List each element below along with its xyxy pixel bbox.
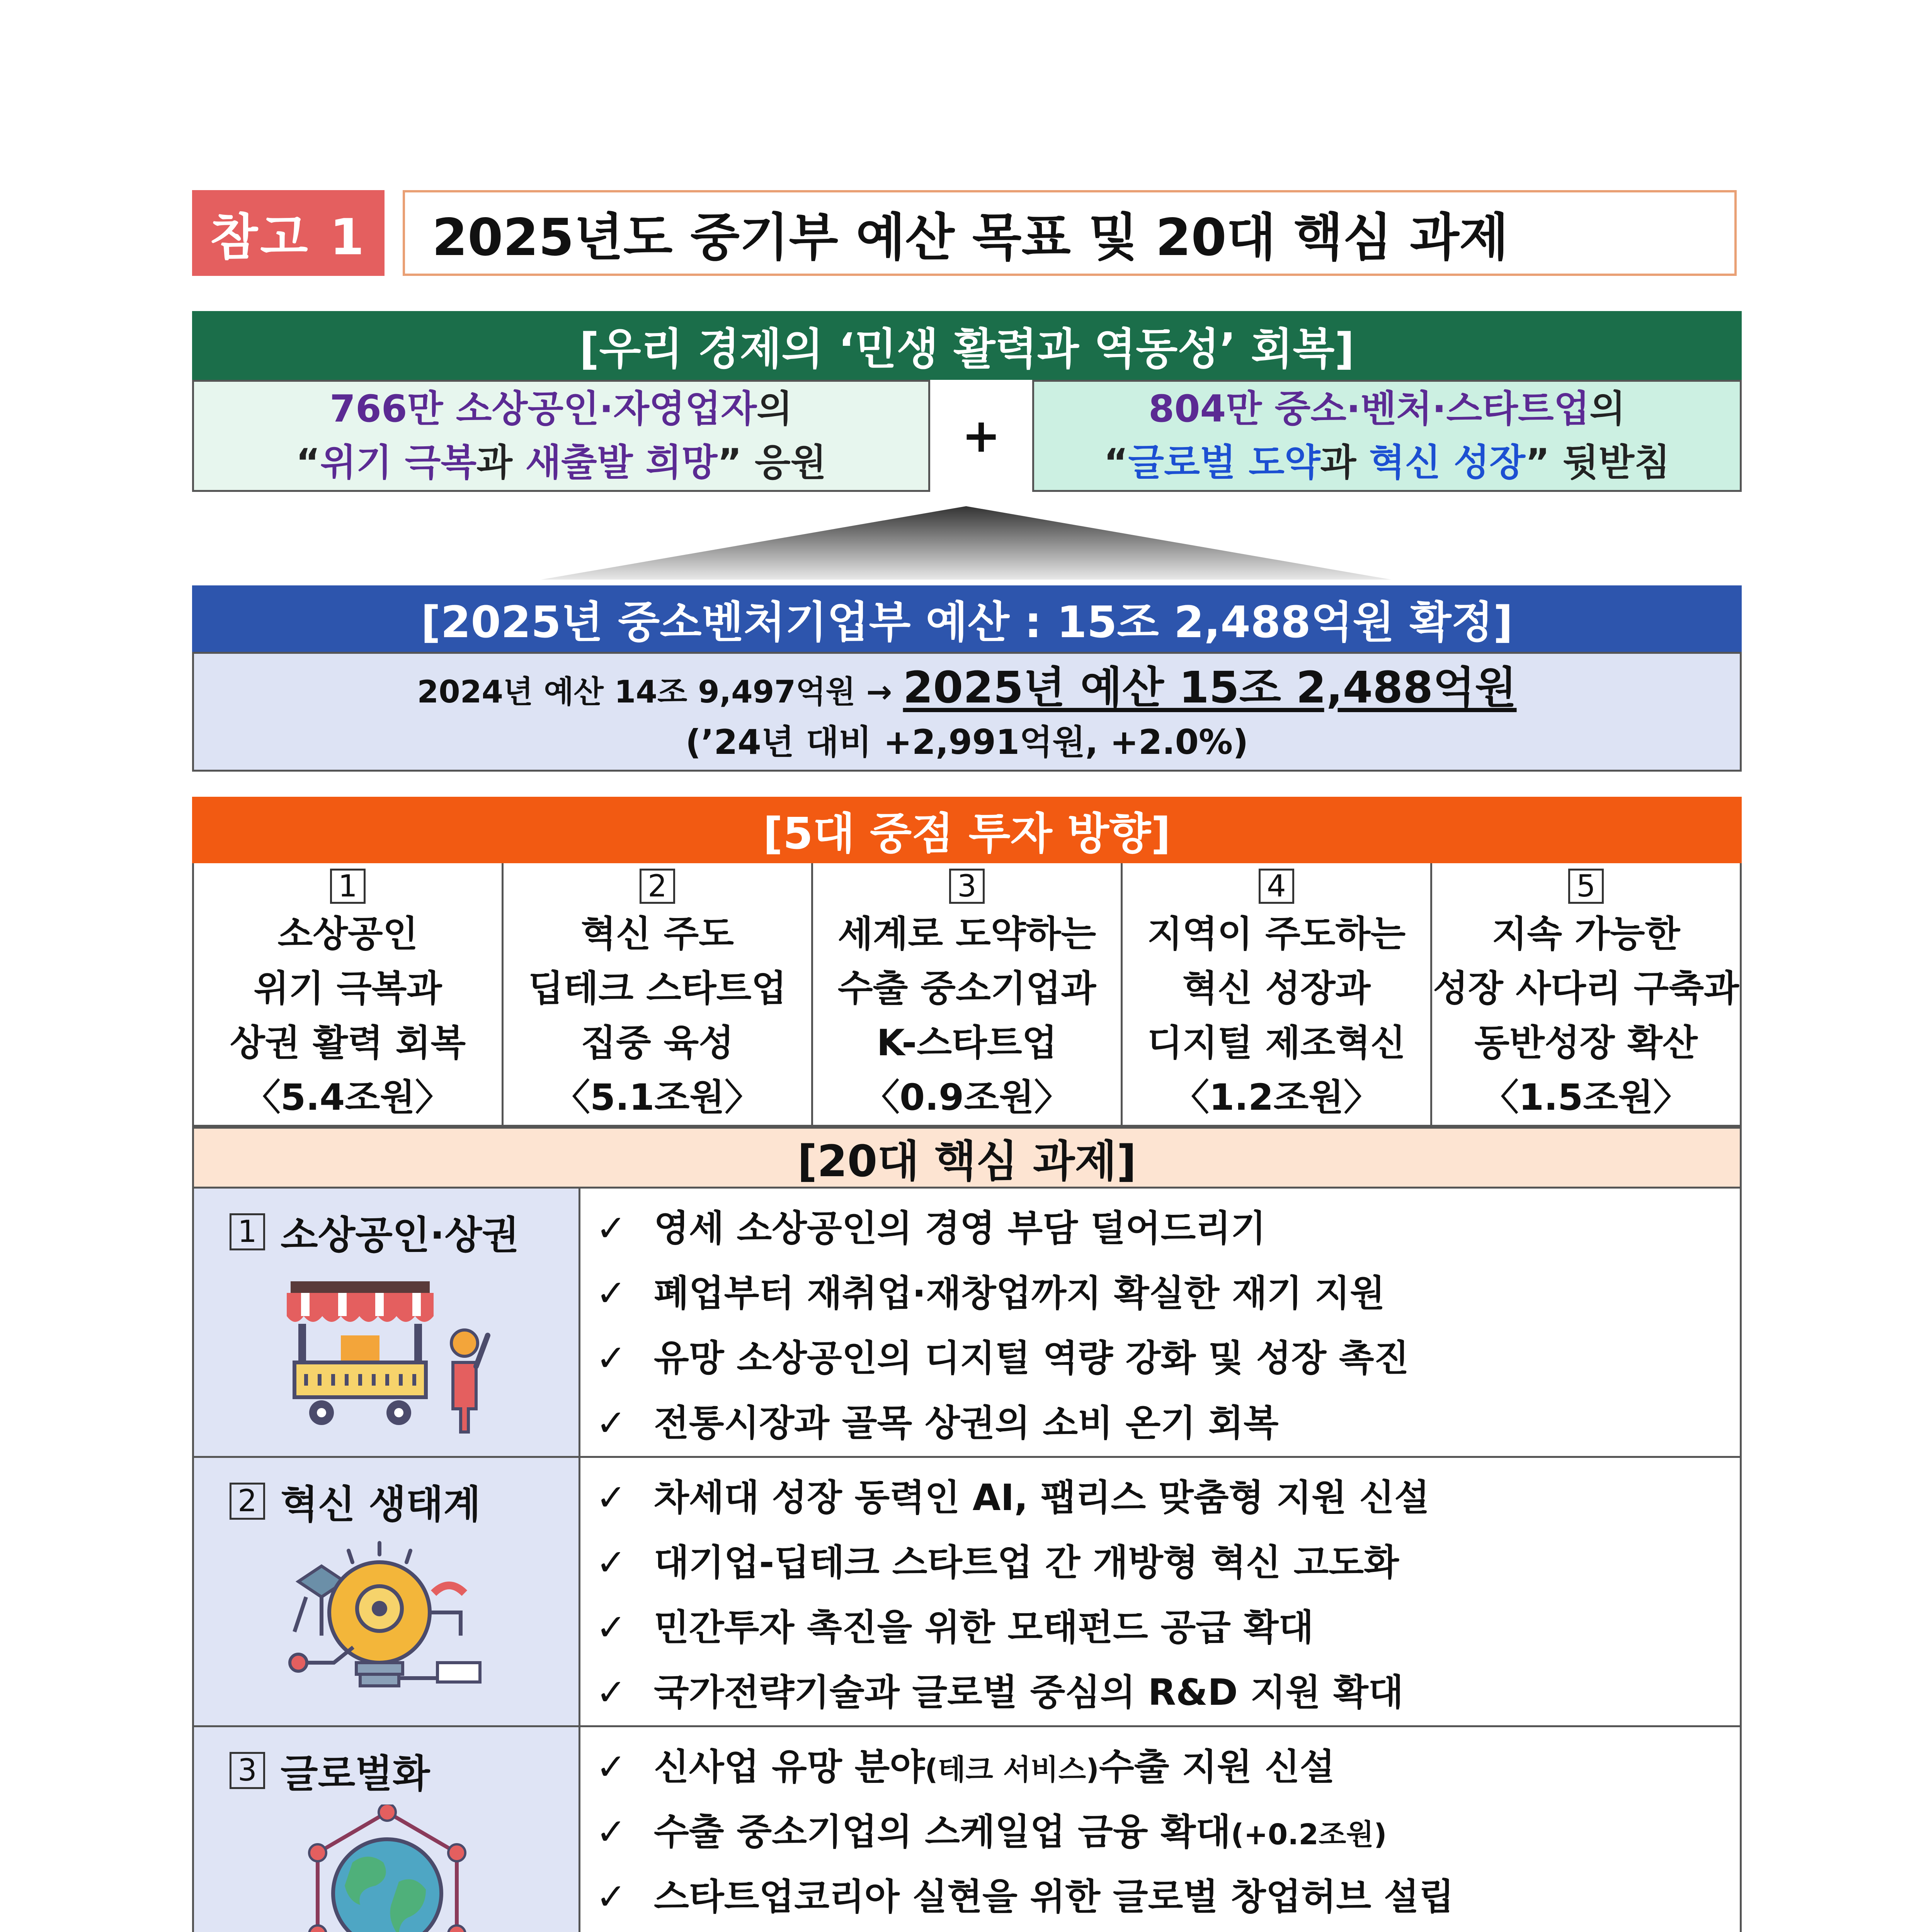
task-list [580,1189,1740,1456]
direction-number: 5 [1568,869,1604,904]
direction-number: 3 [949,869,985,904]
task-group [192,1189,1742,1458]
goal-right-line1: 804만 중소·벤처·스타트업의 [1148,387,1626,430]
direction-line: 지역이 주도하는 [1147,913,1406,955]
budget-comparison [417,658,1516,718]
check-icon: ✓ [596,1402,626,1444]
task-item: ✓ 민간투자 촉진을 위한 모태펀드 공급 확대 [596,1606,1314,1649]
direction-line: 혁신 성장과 [1182,968,1371,1010]
globe-network-icon [283,1804,492,1932]
budget-heading: [2025년 중소벤처기업부 예산 : 15조 2,488억원 확정] [192,585,1742,652]
direction-line: 세계로 도약하는 [837,913,1096,955]
task-item: ✓ 대기업-딥테크 스타트업 간 개방형 혁신 고도화 [596,1541,1399,1584]
direction-number: 1 [330,869,366,904]
direction-item [1123,863,1432,1125]
direction-item [1432,863,1740,1125]
check-icon: ✓ [596,1207,626,1250]
goal-right-line2: “글로벌 도약과 혁신 성장” 뒷받침 [1104,441,1670,484]
directions-heading: [5대 중점 투자 방향] [192,797,1742,863]
task-group-label [194,1458,580,1725]
check-icon: ✓ [596,1876,626,1918]
page-title: 2025년도 중기부 예산 목표 및 20대 핵심 과제 [403,190,1737,276]
reference-badge: 참고 1 [192,190,385,276]
direction-item [194,863,504,1125]
tasks-heading: [20대 핵심 과제] [192,1127,1742,1189]
direction-line: 위기 극복과 [254,968,442,1010]
direction-line: 소상공인 [277,913,418,955]
goal-right-box [1032,380,1742,492]
task-group-title: 글로벌화 [281,1751,430,1796]
direction-number: 2 [640,869,675,904]
direction-item [504,863,813,1125]
task-group-number: 1 [230,1213,265,1250]
budget-prev: 2024년 예산 14조 9,497억원 → [417,674,892,710]
task-group-label [194,1189,580,1456]
task-item: ✓ 국가전략기술과 글로벌 중심의 R&D 지원 확대 [596,1671,1404,1714]
direction-line: K-스타트업 [876,1022,1057,1064]
check-icon: ✓ [596,1671,626,1714]
goal-heading: [우리 경제의 ‘민생 활력과 역동성’ 회복] [192,311,1742,380]
direction-line: 동반성장 확산 [1474,1022,1698,1064]
direction-line: 지속 가능한 [1492,913,1680,955]
task-group [192,1458,1742,1727]
task-group-number: 3 [230,1752,265,1789]
direction-number: 4 [1259,869,1294,904]
direction-amount: 〈0.9조원〉 [863,1077,1071,1119]
direction-item [813,863,1123,1125]
plus-sign: + [961,409,1001,463]
task-group-title: 혁신 생태계 [281,1482,481,1527]
task-item: ✓ 신사업 유망 분야 (테크 서비스) 수출 지원 신설 [596,1746,1335,1788]
task-item: ✓ 스타트업코리아 실현을 위한 글로벌 창업허브 설립 [596,1876,1454,1918]
direction-line: 디지털 제조혁신 [1147,1022,1406,1064]
goal-left-line1: 766만 소상공인·자영업자의 [330,387,793,430]
direction-line: 혁신 주도 [581,913,734,955]
directions-row [192,863,1742,1127]
task-group-label [194,1727,580,1932]
direction-line: 성장 사다리 구축과 [1433,968,1739,1010]
task-item: ✓ 전통시장과 골목 상권의 소비 온기 회복 [596,1402,1279,1444]
check-icon: ✓ [596,1272,626,1315]
task-group-title: 소상공인·상권 [281,1213,519,1258]
budget-new: 2025년 예산 15조 2,488억원 [903,663,1517,713]
market-stall-icon [283,1266,492,1444]
direction-amount: 〈5.4조원〉 [244,1077,452,1119]
direction-line: 딥테크 스타트업 [528,968,787,1010]
task-item: ✓ 차세대 성장 동력인 AI, 팹리스 맞춤형 지원 신설 [596,1476,1429,1519]
check-icon: ✓ [596,1811,626,1853]
direction-line: 수출 중소기업과 [837,968,1096,1010]
task-item: ✓ 영세 소상공인의 경영 부담 덜어드리기 [596,1207,1266,1250]
direction-amount: 〈1.5조원〉 [1482,1077,1690,1119]
check-icon: ✓ [596,1337,626,1379]
direction-line: 상권 활력 회복 [230,1022,466,1064]
lightbulb-gear-icon [283,1535,492,1713]
direction-line: 집중 육성 [581,1022,734,1064]
task-list [580,1727,1740,1932]
connector-arrow-icon [541,498,1391,580]
task-list [580,1458,1740,1725]
task-group-number: 2 [230,1483,265,1520]
task-group [192,1727,1742,1932]
check-icon: ✓ [596,1606,626,1649]
direction-amount: 〈1.2조원〉 [1172,1077,1380,1119]
budget-summary [192,652,1742,772]
task-item: ✓ 유망 소상공인의 디지털 역량 강화 및 성장 촉진 [596,1337,1409,1379]
direction-amount: 〈5.1조원〉 [553,1077,761,1119]
goal-left-line2: “위기 극복과 새출발 희망” 응원 [296,441,827,484]
check-icon: ✓ [596,1476,626,1519]
check-icon: ✓ [596,1541,626,1584]
task-item: ✓ 수출 중소기업의 스케일업 금융 확대 (+0.2조원) [596,1811,1387,1853]
check-icon: ✓ [596,1746,626,1788]
budget-diff: (’24년 대비 +2,991억원, +2.0%) [685,722,1249,762]
task-item: ✓ 폐업부터 재취업·재창업까지 확실한 재기 지원 [596,1272,1385,1315]
goal-left-box [192,380,930,492]
